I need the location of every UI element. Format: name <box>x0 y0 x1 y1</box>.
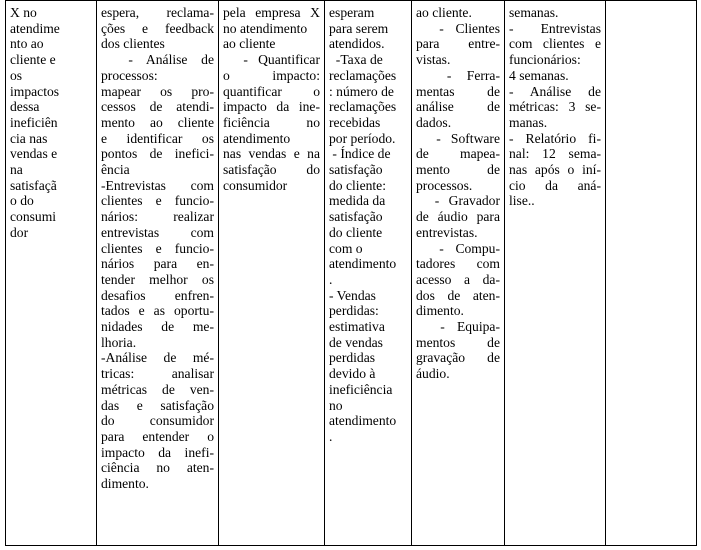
cell-line: ao cliente <box>223 36 276 52</box>
cell-line: mento de <box>416 162 500 178</box>
document-page <box>5 0 696 550</box>
cell-line: manas. <box>509 114 548 130</box>
cell-line: pontos de inefici- <box>101 146 214 162</box>
cell-line: do cliente: <box>329 177 386 193</box>
cell-line: nários: realizar <box>101 209 214 225</box>
cell-line: pela empresa X <box>223 5 320 20</box>
cell-line: 4 semanas. <box>509 67 569 83</box>
cell-line: de vendas <box>329 334 383 350</box>
cell-line: X no <box>10 5 37 20</box>
cell-line: nto ao <box>10 36 44 52</box>
cell-line: ficiência no <box>223 114 320 130</box>
cell-line: consumidor <box>223 177 288 193</box>
cell-line: os <box>10 67 23 83</box>
cell-activities <box>97 1 219 546</box>
cell-line: impacto da ine- <box>223 99 320 115</box>
cell-line: dimento. <box>416 303 464 319</box>
cell-line: satisfação do <box>223 162 320 178</box>
cell-line: no atendimento <box>223 20 308 36</box>
cell-line: cia nas <box>10 130 48 146</box>
cell-line: dados. <box>416 114 452 130</box>
cell-line: mentos de <box>416 334 500 350</box>
cell-line: lise.. <box>509 193 535 209</box>
cell-line: satisfação <box>329 162 383 178</box>
cell-line: - Análise de <box>101 52 214 68</box>
cell-line: nas após o iní- <box>509 162 601 178</box>
cell-line: processos: <box>101 67 158 83</box>
cell-line: cessos de atendi- <box>101 99 214 115</box>
cell-line: dimento. <box>101 476 149 492</box>
cell-line: cliente e <box>10 52 56 68</box>
cell-line: - Clientes <box>416 20 500 36</box>
cell-line: . <box>329 428 333 444</box>
cell-line: tadores com <box>416 256 500 272</box>
cell-line: nal: 12 sema- <box>509 146 601 162</box>
cell-line: mapear os pro- <box>101 83 214 99</box>
cell-line: métricas: 3 se- <box>509 99 601 115</box>
cell-line: no <box>329 397 343 413</box>
cell-line: mentas de <box>416 83 500 99</box>
cell-line: - Relatório fi- <box>509 130 601 146</box>
cell-line: consumi <box>10 209 57 225</box>
cell-line: cio da aná- <box>509 177 601 193</box>
cell-line: perdidas: <box>329 303 379 319</box>
cell-text-schedule <box>509 5 601 209</box>
cell-line: na <box>10 162 23 178</box>
cell-line: perdidas <box>329 350 376 366</box>
cell-line: ao cliente. <box>416 5 472 20</box>
cell-line: semanas. <box>509 5 559 20</box>
cell-line: - Ferra- <box>416 67 500 83</box>
cell-line: -Taxa de <box>329 52 383 68</box>
cell-line: ções e feedback <box>101 20 214 36</box>
cell-line: satisfação <box>329 209 383 225</box>
cell-line: dor <box>10 224 29 240</box>
cell-line: métricas de ven- <box>101 381 214 397</box>
cell-line: para entre- <box>416 36 500 52</box>
cell-line: ineficiên <box>10 114 58 130</box>
cell-line: gravação de <box>416 350 500 366</box>
cell-line: do consumidor <box>101 413 214 429</box>
cell-line: tados e as oportu- <box>101 303 214 319</box>
cell-line: - Quantificar <box>223 52 320 68</box>
cell-schedule <box>505 1 606 546</box>
cell-line: - Análise de <box>509 83 601 99</box>
cell-problem <box>6 1 97 546</box>
cell-line: atendimento <box>329 413 397 429</box>
cell-line: atendime <box>10 20 60 36</box>
table-row <box>6 1 697 546</box>
cell-line: satisfaçã <box>10 177 57 193</box>
cell-line: áudio. <box>416 366 450 382</box>
cell-line: impacto da inefi- <box>101 444 214 460</box>
cell-line: quantificar o <box>223 83 320 99</box>
cell-line: ência <box>101 162 130 178</box>
cell-line: com o <box>329 240 363 256</box>
cell-line: atendimento <box>329 256 397 272</box>
cell-line: -Entrevistas com <box>101 177 214 193</box>
cell-line: - Software <box>416 130 500 146</box>
cell-text-objective <box>223 5 320 193</box>
cell-line: - Índice de <box>329 146 391 162</box>
cell-line: clientes e funcio- <box>101 193 214 209</box>
cell-line: acesso a da- <box>416 271 500 287</box>
cell-line: recebidas <box>329 114 381 130</box>
cell-line: com clientes e <box>509 36 601 52</box>
cell-line: reclamações <box>329 67 397 83</box>
cell-line: tricas: analisar <box>101 366 214 382</box>
cell-line: espera, reclama- <box>101 5 214 20</box>
cell-line: entrevistas com <box>101 224 214 240</box>
project-table <box>5 0 697 546</box>
cell-line: lhoria. <box>101 334 137 350</box>
cell-line: - Gravador <box>416 193 500 209</box>
cell-line: desafios enfren- <box>101 287 214 303</box>
cell-line: medida da <box>329 193 386 209</box>
cell-line: ciência no aten- <box>101 460 214 476</box>
cell-line: estimativa <box>329 319 385 335</box>
cell-line: e identificar os <box>101 130 214 146</box>
cell-line: - Entrevistas <box>509 20 601 36</box>
cell-line: por período. <box>329 130 396 146</box>
cell-line: entrevistas. <box>416 224 478 240</box>
cell-text-resources <box>416 5 500 382</box>
cell-text-problem <box>10 5 92 241</box>
cell-indicators <box>325 1 412 546</box>
cell-line: atendidos. <box>329 36 385 52</box>
cell-text-activities <box>101 5 214 492</box>
cell-line: dessa <box>10 99 40 115</box>
cell-line: - Compu- <box>416 240 500 256</box>
cell-extra <box>606 1 697 546</box>
cell-line: nários para en- <box>101 256 214 272</box>
cell-resources <box>412 1 505 546</box>
cell-line: - Equipa- <box>416 319 500 335</box>
cell-line: ineficiência <box>329 381 393 397</box>
cell-line: . <box>329 271 333 287</box>
cell-line: funcionários: <box>509 52 581 68</box>
cell-line: clientes e funcio- <box>101 240 214 256</box>
cell-line: esperam <box>329 5 375 20</box>
cell-line: processos. <box>416 177 473 193</box>
cell-line: : número de <box>329 83 394 99</box>
cell-line: impactos <box>10 83 60 99</box>
cell-line: o do <box>10 193 34 209</box>
cell-line: mento ao cliente <box>101 114 214 130</box>
cell-line: o impacto: <box>223 67 320 83</box>
cell-objective <box>219 1 325 546</box>
cell-line: de áudio para <box>416 209 500 225</box>
cell-line: tender melhor os <box>101 271 214 287</box>
cell-line: para serem <box>329 20 389 36</box>
cell-line: nidades de me- <box>101 319 214 335</box>
cell-line: -Análise de mé- <box>101 350 214 366</box>
cell-line: nas vendas e na <box>223 146 320 162</box>
cell-line: atendimento <box>223 130 291 146</box>
cell-line: análise de <box>416 99 500 115</box>
cell-line: devido à <box>329 366 376 382</box>
cell-line: dos de aten- <box>416 287 500 303</box>
cell-line: reclamações <box>329 99 397 115</box>
cell-line: das e satisfação <box>101 397 214 413</box>
cell-line: - Vendas <box>329 287 376 303</box>
cell-line: de mapea- <box>416 146 500 162</box>
cell-line: vendas e <box>10 146 58 162</box>
cell-text-indicators <box>329 5 407 445</box>
cell-line: dos clientes <box>101 36 165 52</box>
cell-line: do cliente <box>329 224 383 240</box>
cell-line: vistas. <box>416 52 451 68</box>
cell-line: para entender o <box>101 428 214 444</box>
